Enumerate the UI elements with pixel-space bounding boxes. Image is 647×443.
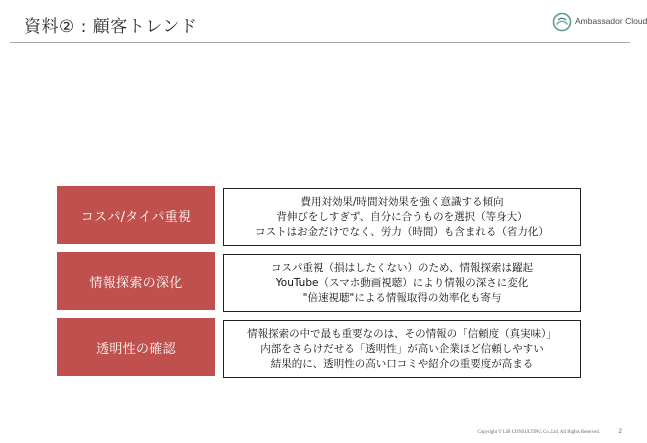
trend-description-information-search <box>223 254 581 312</box>
logo-text: Ambassador Cloud <box>575 16 647 26</box>
trend-label-information-search: 情報探索の深化 <box>57 252 215 310</box>
description-line: コスパ重視（損はしたくない）のため、情報探索は躍起 <box>270 261 534 274</box>
ambassador-cloud-logo-icon <box>552 12 572 32</box>
description-line: 結果的に、透明性の高い口コミや紹介の重要度が高まる <box>270 357 534 370</box>
page-number: 2 <box>618 428 622 435</box>
description-line: 背伸びをしすぎず、自分に合うものを選択（等身大） <box>276 210 528 223</box>
company-logo <box>552 12 647 32</box>
trend-label-cost-performance: コスパ/タイパ重視 <box>57 186 215 244</box>
description-line: コストはお金だけでなく、労力（時間）も含まれる（省力化） <box>255 225 549 238</box>
description-line: 費用対効果/時間対効果を強く意識する傾向 <box>300 195 504 208</box>
trend-description-transparency <box>223 320 581 378</box>
description-line: "倍速視聴"による情報取得の効率化も寄与 <box>302 291 502 304</box>
trend-description-cost-performance <box>223 188 581 246</box>
description-line: YouTube（スマホ動画視聴）により情報の深さに変化 <box>275 276 529 289</box>
description-line: 情報探索の中で最も重要なのは、その情報の「信頼度（真実味）」 <box>247 327 557 340</box>
title-divider <box>10 42 630 43</box>
description-line: 内部をさらけだせる「透明性」が高い企業ほど信頼しやすい <box>260 342 544 355</box>
copyright-notice: Copyright © LiB CONSULTING Co.,Ltd. All Rights Reserved. <box>477 430 600 435</box>
trend-label-transparency: 透明性の確認 <box>57 318 215 376</box>
page-title: 資料② : 顧客トレンド <box>24 17 198 37</box>
